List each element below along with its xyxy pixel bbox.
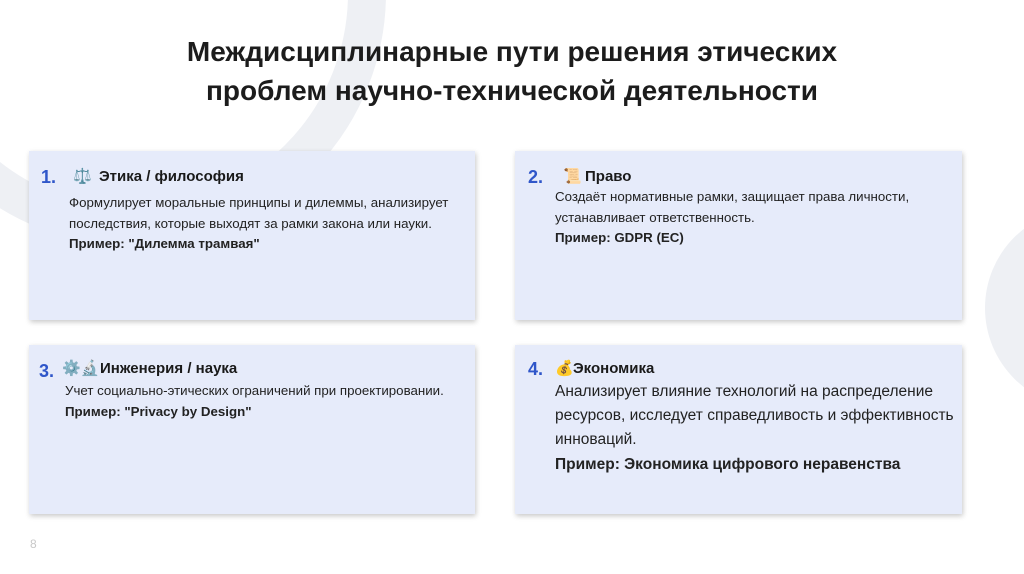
card-body (65, 381, 455, 422)
card-example: Пример: Экономика цифрового неравенства (555, 455, 901, 473)
slide-title-line-2: проблем научно-технической деятельности (206, 75, 818, 106)
card-heading (563, 167, 631, 185)
scroll-icon: 📜 (563, 168, 582, 185)
page-number: 8 (30, 537, 37, 551)
decorative-circle-right (985, 208, 1024, 408)
card-heading-text: Экономика (573, 360, 655, 377)
scales-icon: ⚖️ (73, 168, 92, 185)
card-description: Создаёт нормативные рамки, защищает права личности, устанавливает ответственность. (555, 189, 910, 225)
slide-title (112, 32, 912, 110)
card-number: 2. (528, 167, 544, 187)
card-description: Анализирует влияние технологий на распределение ресурсов, исследует справедливость и эффективность инноваций. (555, 383, 954, 449)
card-heading (555, 359, 654, 377)
card-example: Пример: "Дилемма трамвая" (69, 236, 260, 251)
card-example: Пример: "Privacy by Design" (65, 403, 252, 419)
money-bag-icon: 💰 (555, 360, 574, 377)
card-heading-text: Этика / философия (99, 168, 244, 185)
microscope-icon: ⚙️🔬 (62, 360, 100, 377)
card-heading (62, 359, 237, 377)
card-body (555, 187, 950, 249)
card-heading (73, 167, 244, 185)
card-example: Пример: GDPR (ЕС) (555, 230, 684, 245)
slide-title-line-1: Междисциплинарные пути решения этических (186, 36, 838, 67)
card-number: 1. (41, 167, 57, 187)
card-number: 3. (39, 361, 55, 381)
card-heading-text: Инженерия / наука (100, 360, 238, 377)
card-body (555, 380, 955, 477)
card-number: 4. (528, 359, 544, 379)
card-body (69, 193, 469, 255)
card-description: Формулирует моральные принципы и дилеммы, анализирует последствия, которые выходят за рамки закона или науки. (69, 195, 449, 231)
card-heading-text: Право (585, 168, 632, 185)
card-description: Учет социально-этических ограничений при проектировании. (65, 383, 444, 398)
